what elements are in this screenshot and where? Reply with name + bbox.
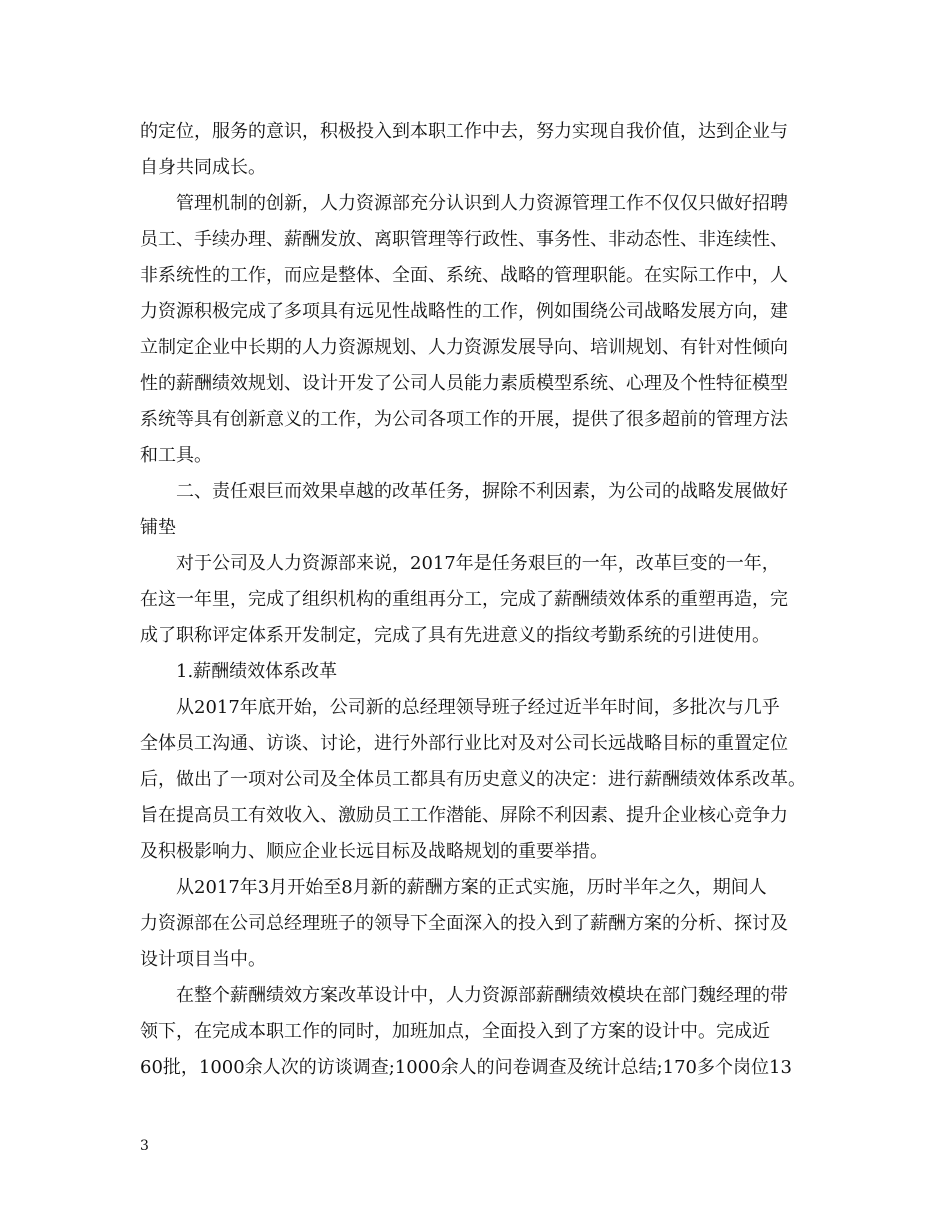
text-line: 立制定企业中长期的人力资源规划、人力资源发展导向、培训规划、有针对性倾向 xyxy=(140,337,788,358)
text-line: 员工、手续办理、薪酬发放、离职管理等行政性、事务性、非动态性、非连续性、 xyxy=(140,229,788,250)
text-line: 在这一年里，完成了组织机构的重组再分工，完成了薪酬绩效体系的重塑再造，完 xyxy=(140,589,788,610)
text-line: 旨在提高员工有效收入、激励员工工作潜能、屏除不利因素、提升企业核心竞争力 xyxy=(140,805,788,826)
text-line: 和工具。 xyxy=(140,445,212,466)
text-line: 60批，1000余人次的访谈调查;1000余人的问卷调查及统计总结;170多个岗位13 xyxy=(140,1057,792,1078)
text-line: 的定位，服务的意识，积极投入到本职工作中去，努力实现自我价值，达到企业与 xyxy=(140,121,788,142)
subsection-heading: 1.薪酬绩效体系改革 xyxy=(140,661,338,682)
section-heading: 二、责任艰巨而效果卓越的改革任务，摒除不利因素，为公司的战略发展做好 xyxy=(140,481,788,502)
text-line: 领下，在完成本职工作的同时，加班加点，全面投入到了方案的设计中。完成近 xyxy=(140,1021,770,1042)
text-line: 力资源积极完成了多项具有远见性战略性的工作，例如围绕公司战略发展方向，建 xyxy=(140,301,788,322)
section-heading: 铺垫 xyxy=(140,517,176,538)
text-line: 在整个薪酬绩效方案改革设计中，人力资源部薪酬绩效模块在部门魏经理的带 xyxy=(140,985,788,1006)
page-number: 3 xyxy=(140,1138,149,1154)
text-line: 力资源部在公司总经理班子的领导下全面深入的投入到了薪酬方案的分析、探讨及 xyxy=(140,913,788,934)
text-line: 从2017年3月开始至8月新的薪酬方案的正式实施，历时半年之久，期间人 xyxy=(140,877,767,898)
text-line: 自身共同成长。 xyxy=(140,157,266,178)
text-line: 性的薪酬绩效规划、设计开发了公司人员能力素质模型系统、心理及个性特征模型 xyxy=(140,373,788,394)
text-line: 对于公司及人力资源部来说，2017年是任务艰巨的一年，改革巨变的一年， xyxy=(140,553,780,574)
text-line: 及积极影响力、顺应企业长远目标及战略规划的重要举措。 xyxy=(140,841,608,862)
text-line: 全体员工沟通、访谈、讨论，进行外部行业比对及对公司长远战略目标的重置定位 xyxy=(140,733,788,754)
text-line: 设计项目当中。 xyxy=(140,949,266,970)
text-line: 非系统性的工作，而应是整体、全面、系统、战略的管理职能。在实际工作中，人 xyxy=(140,265,788,286)
text-line: 成了职称评定体系开发制定，完成了具有先进意义的指纹考勤系统的引进使用。 xyxy=(140,625,770,646)
text-line: 后，做出了一项对公司及全体员工都具有历史意义的决定：进行薪酬绩效体系改革。 xyxy=(140,769,806,790)
text-line: 从2017年底开始，公司新的总经理领导班子经过近半年时间，多批次与几乎 xyxy=(140,697,780,718)
text-line: 系统等具有创新意义的工作，为公司各项工作的开展，提供了很多超前的管理方法 xyxy=(140,409,788,430)
text-line: 管理机制的创新，人力资源部充分认识到人力资源管理工作不仅仅只做好招聘 xyxy=(140,193,788,214)
